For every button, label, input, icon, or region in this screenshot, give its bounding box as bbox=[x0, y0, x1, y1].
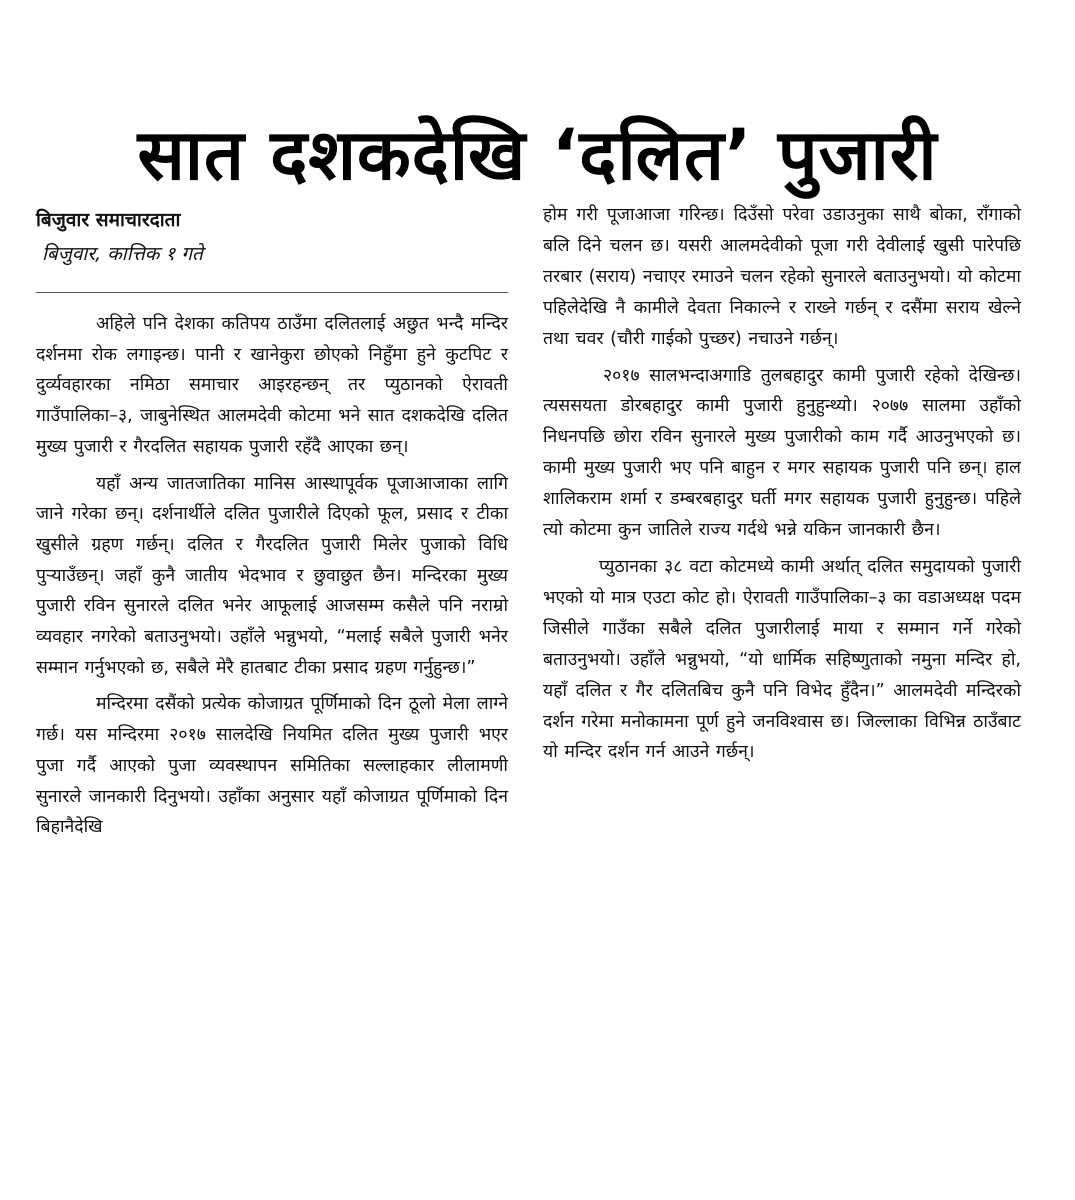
paragraph: अहिले पनि देशका कतिपय ठाउँमा दलितलाई अछुत भन्दै मन्दिर दर्शनमा रोक लगाइन्छ। पानी र खानेकुरा छोएको निहुँमा हुने कुटपिट र दुर्व्यवहारका नमिठा समाचार आइरहन्छन् तर प्युठानको ऐरावती गाउँपालिका–३, जाबुनेस्थित आलमदेवी कोटमा भने सात दशकदेखि दलित मुख्य पुजारी र गैरदलित सहायक पुजारी रहँदै आएका छन्। bbox=[36, 314, 508, 457]
headline: सात दशकदेखि ‘दलित’ पुजारी bbox=[137, 113, 938, 196]
paragraph: मन्दिरमा दसैंको प्रत्येक कोजाग्रत पूर्णिमाको दिन ठूलो मेला लाग्ने गर्छ। यस मन्दिरमा २०१७ सालदेखि नियमित दलित मुख्य पुजारी भएर पुजा गर्दै आएको पुजा व्यवस्थापन समितिका सल्लाहकार लीलामणी सुनारले जानकारी दिनुभयो। उहाँका अनुसार यहाँ कोजाग्रत पूर्णिमाको दिन बिहानैदेखि bbox=[36, 694, 508, 838]
paragraph: प्युठानका ३८ वटा कोटमध्ये कामी अर्थात् दलित समुदायको पुजारी भएको यो मात्र एउटा कोट हो। ऐरावती गाउँपालिका–३ का वडाअध्यक्ष पदम जिसीले गाउँका सबैले दलित पुजारीलाई माया र सम्मान गर्ने गरेको बताउनुभयो। उहाँले भन्नुभयो, “यो धार्मिक सहिष्णुताको नमुना मन्दिर हो, यहाँ दलित र गैर दलितबिच कुनै पनि विभेद हुँदैन।” आलमदेवी मन्दिरको दर्शन गरेमा मनोकामना पूर्ण हुने जनविश्वास छ। जिल्लाका विभिन्न ठाउँबाट यो मन्दिर दर्शन गर्न आउने गर्छन्। bbox=[543, 556, 1021, 763]
paragraph: यहाँ अन्य जातजातिका मानिस आस्थापूर्वक पूजाआजाका लागि जाने गरेका छन्। दर्शनार्थीले दलित पुजारीले दिएको फूल, प्रसाद र टीका खुसीले ग्रहण गर्छन्। दलित र गैरदलित पुजारी मिलेर पुजाको विधि पुऱ्याउँछन्। जहाँ कुनै जातीय भेदभाव र छुवाछुत छैन। मन्दिरका मुख्य पुजारी रविन सुनारले दलित भनेर आफूलाई आजसम्म कसैले पनि नराम्रो व्यवहार नगरेको बताउनुभयो। उहाँले भन्नुभयो, “मलाई सबैले पुजारी भनेर सम्मान गर्नुभएको छ, सबैले मेरै हातबाट टीका प्रसाद ग्रहण गर्नुहुन्छ।” bbox=[36, 473, 508, 678]
paragraph: २०१७ सालभन्दाअगाडि तुलबहादुर कामी पुजारी रहेको देखिन्छ। त्यससयता डोरबहादुर कामी पुजारी हुनुहुन्थ्यो। २०७७ सालमा उहाँको निधनपछि छोरा रविन सुनारले मुख्य पुजारीको काम गर्दै आउनुभएको छ। कामी मुख्य पुजारी भए पनि बाहुन र मगर सहायक पुजारी पनि छन्। हाल शालिकराम शर्मा र डम्बरबहादुर घर्ती मगर सहायक पुजारी हुनुहुन्छ। पहिले त्यो कोटमा कुन जातिले राज्य गर्दथे भन्ने यकिन जानकारी छैन। bbox=[543, 365, 1021, 541]
byline: बिजुवार समाचारदाता bbox=[36, 209, 181, 231]
paragraph: होम गरी पूजाआजा गरिन्छ। दिउँसो परेवा उडाउनुका साथै बोका, राँगाको बलि दिने चलन छ। यसरी आलमदेवीको पूजा गरी देवीलाई खुसी पारेपछि तरबार (सराय) नचाएर रमाउने चलन रहेको सुनारले बताउनुभयो। यो कोटमा पहिलेदेखि नै कामीले देवता निकाल्ने र राख्ने गर्छन् र दसैंमा सराय खेल्ने तथा चवर (चौरी गाईको पुच्छर) नचाउने गर्छन्। bbox=[543, 205, 1021, 349]
byline-divider bbox=[36, 292, 508, 293]
left-column bbox=[36, 206, 508, 843]
dateline: बिजुवार, कात्तिक १ गते bbox=[42, 243, 203, 265]
right-column bbox=[543, 200, 1021, 768]
